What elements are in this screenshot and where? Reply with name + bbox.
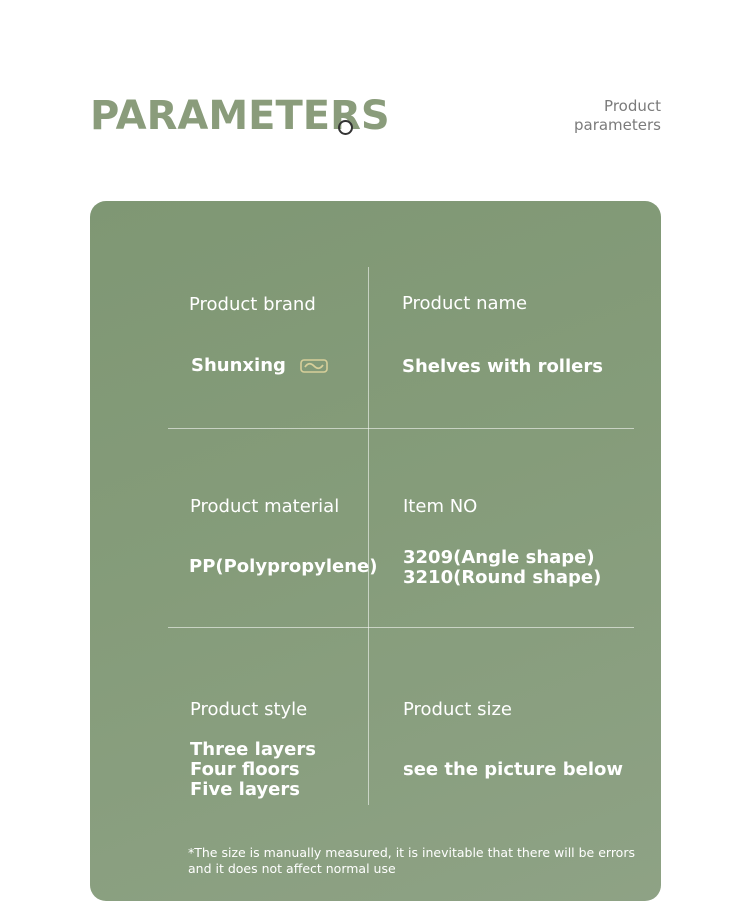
- size-label: Product size: [403, 699, 512, 720]
- item-no-value: 3209(Angle shape): [403, 547, 595, 568]
- subtitle-line: parameters: [573, 116, 661, 134]
- page-title: PARAMETERS: [90, 93, 390, 139]
- note-line: and it does not affect normal use: [188, 861, 396, 876]
- row-divider: [168, 428, 634, 429]
- brand-value: Shunxing: [191, 355, 286, 376]
- brand-logo-icon: [300, 358, 328, 374]
- material-value: PP(Polypropylene): [189, 556, 378, 577]
- column-divider: [368, 267, 369, 805]
- style-label: Product style: [190, 699, 308, 720]
- brand-value-row: [191, 356, 328, 376]
- item-no-values: [403, 548, 601, 588]
- item-no-label: Item NO: [403, 496, 478, 517]
- item-no-value: 3210(Round shape): [403, 567, 602, 588]
- note-line: *The size is manually measured, it is inevitable that there will be errors: [188, 845, 635, 860]
- name-value: Shelves with rollers: [402, 356, 603, 377]
- brand-label: Product brand: [189, 294, 316, 315]
- name-label: Product name: [402, 293, 528, 314]
- parameters-card: [90, 201, 661, 901]
- style-values: [190, 740, 316, 800]
- style-value: Four floors: [190, 759, 300, 780]
- style-value: Three layers: [190, 739, 316, 760]
- style-value: Five layers: [190, 779, 300, 800]
- material-label: Product material: [190, 496, 340, 517]
- row-divider: [168, 627, 634, 628]
- ring-icon: [338, 120, 353, 135]
- page-subtitle: [574, 97, 661, 135]
- subtitle-line: Product: [604, 97, 661, 115]
- disclaimer-note: [188, 845, 638, 877]
- size-value: see the picture below: [403, 759, 624, 780]
